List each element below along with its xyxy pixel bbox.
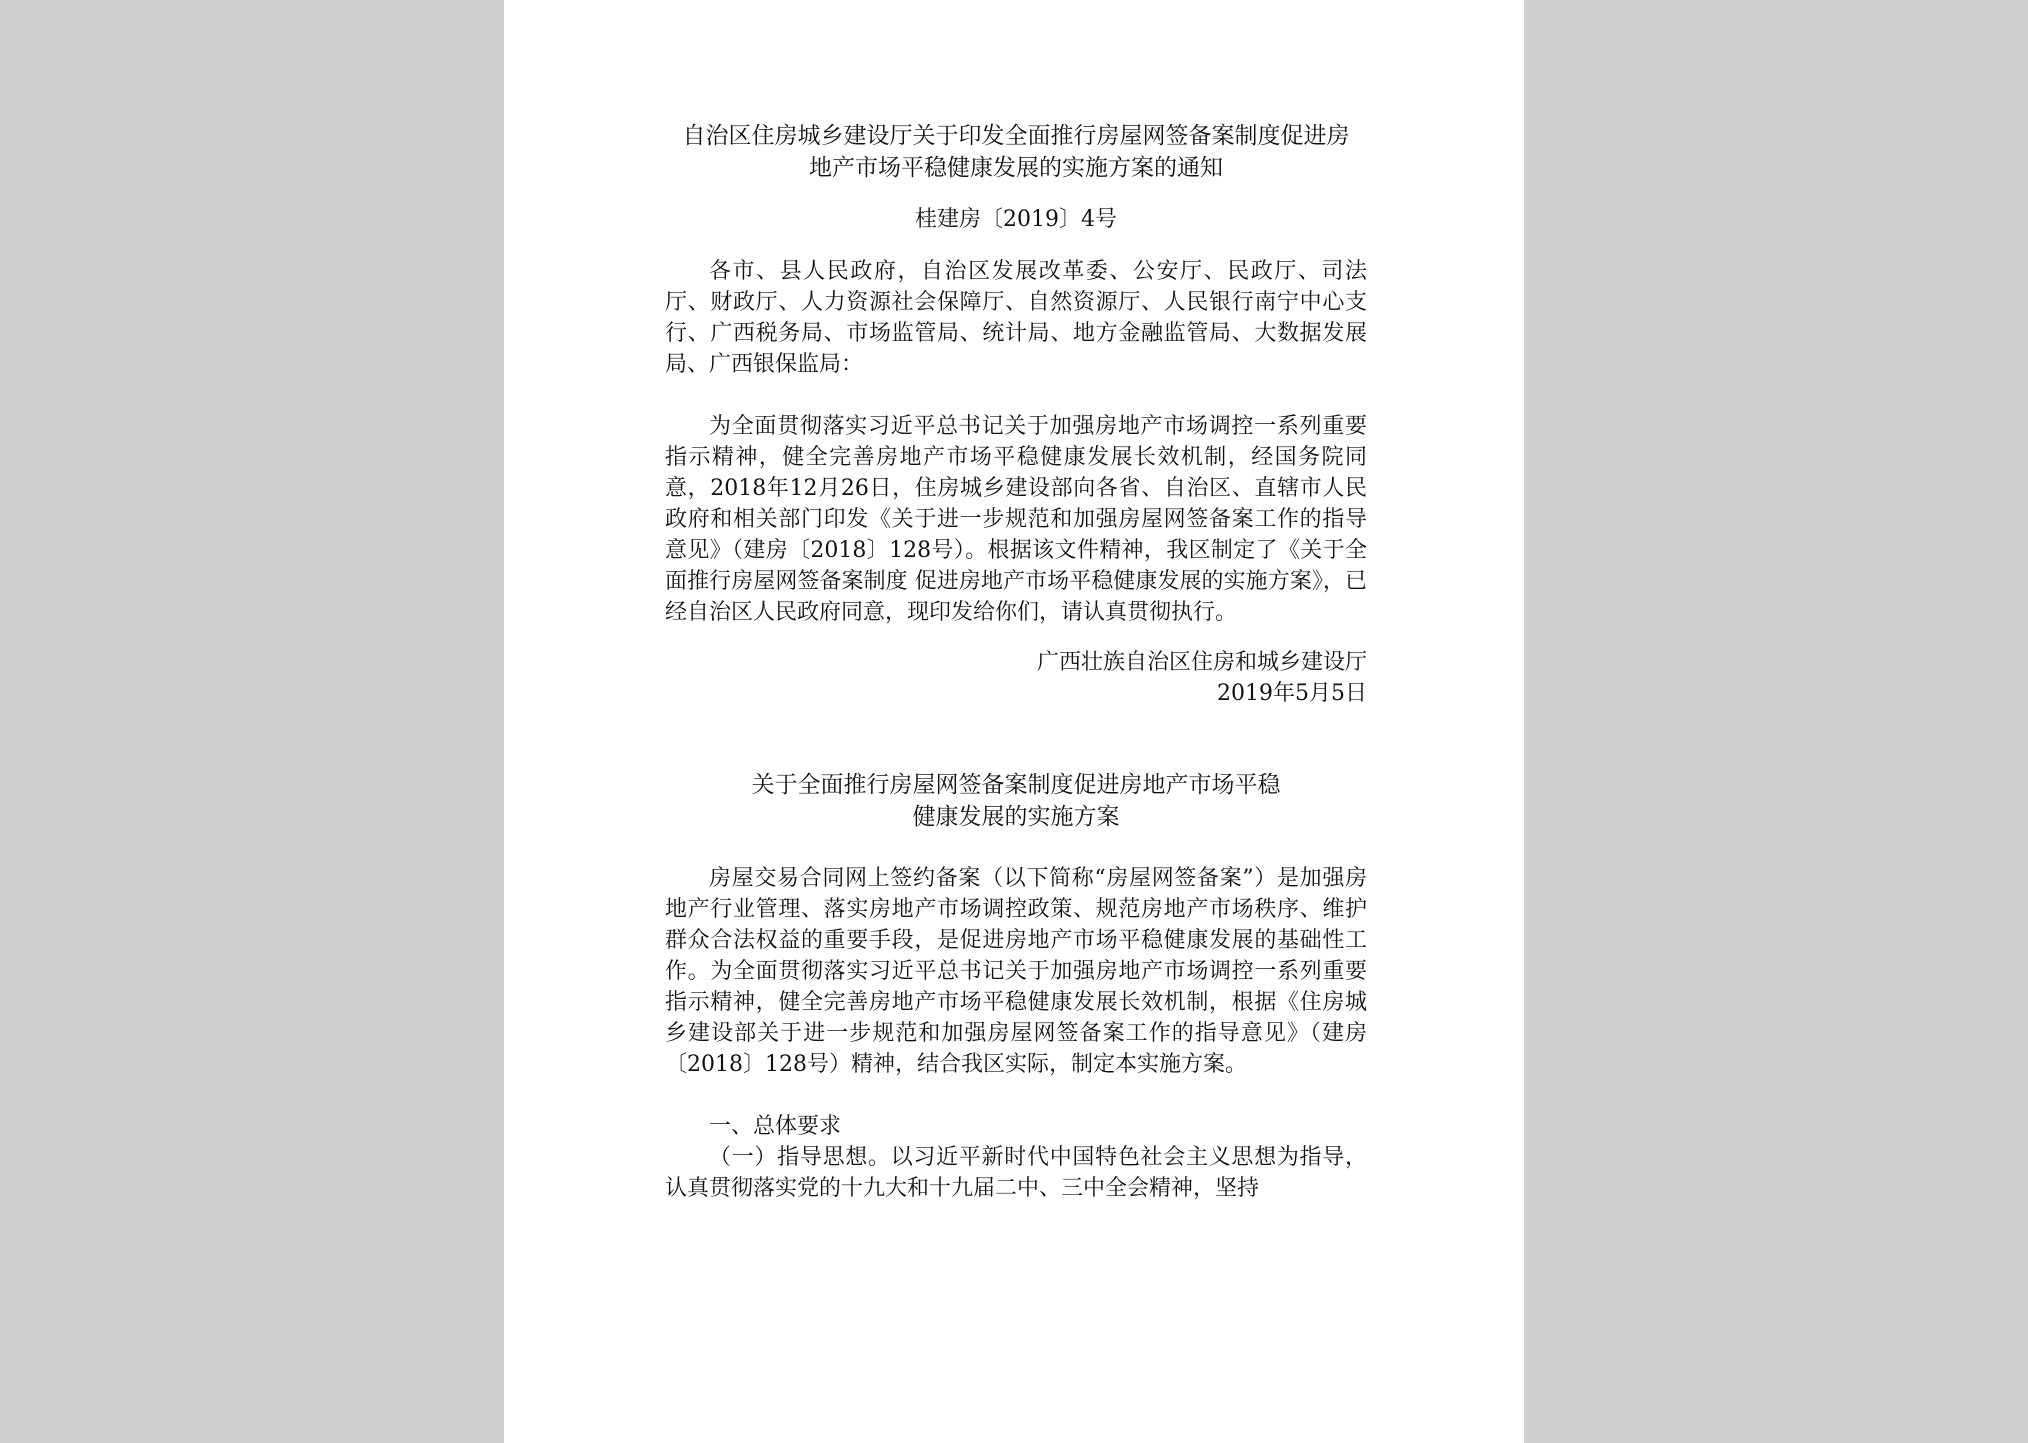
plan-intro-paragraph: 房屋交易合同网上签约备案（以下简称“房屋网签备案”）是加强房地产行业管理、落实房地产市场调控政策、规范房地产市场秩序、维护群众合法权益的重要手段，是促进房地产市场平稳健康发展的基础性工作。为全面贯彻落实习近平总书记关于加强房地产市场调控一系列重要指示精神，健全完善房地产市场平稳健康发展长效机制，根据《住房城乡建设部关于进一步规范和加强房屋网签备案工作的指导意见》（建房〔2018〕128号）精神，结合我区实际，制定本实施方案。 [665,866,1367,1077]
issuer-name: 广西壮族自治区住房和城乡建设厅 [1036,650,1367,675]
page-content [665,120,1367,1204]
plan-title-line2: 健康发展的实施方案 [912,804,1120,830]
document-number: 桂建房〔2019〕4号 [915,207,1117,232]
notice-title-line2: 地产市场平稳健康发展的实施方案的通知 [809,155,1223,181]
signature-block [665,647,1367,709]
addressee-paragraph: 各市、县人民政府，自治区发展改革委、公安厅、民政厅、司法厅、财政厅、人力资源社会保障厅、自然资源厅、人民银行南宁中心支行、广西税务局、市场监管局、统计局、地方金融监管局、大数据发展局、广西银保监局： [665,259,1367,377]
section-heading: 一、总体要求 [709,1114,842,1139]
section-paragraph: （一）指导思想。以习近平新时代中国特色社会主义思想为指导，认真贯彻落实党的十九大和十九届二中、三中全会精神，坚持 [665,1145,1367,1201]
notice-title-line1: 自治区住房城乡建设厅关于印发全面推行房屋网签备案制度促进房 [682,123,1350,149]
plan-title [665,769,1367,833]
plan-title-line1: 关于全面推行房屋网签备案制度促进房地产市场平稳 [751,772,1281,798]
document-page [504,0,1524,1443]
notice-title [665,120,1367,184]
notice-body-paragraph: 为全面贯彻落实习近平总书记关于加强房地产市场调控一系列重要指示精神，健全完善房地产市场平稳健康发展长效机制，经国务院同意，2018年12月26日，住房城乡建设部向各省、自治区、直辖市人民政府和相关部门印发《关于进一步规范和加强房屋网签备案工作的指导意见》（建房〔2018〕128号）。根据该文件精神，我区制定了《关于全面推行房屋网签备案制度 促进房地产市场平稳健康发展的实施方案》，已经自治区人民政府同意，现印发给你们，请认真贯彻执行。 [665,414,1367,625]
issue-date: 2019年5月5日 [1217,681,1367,706]
